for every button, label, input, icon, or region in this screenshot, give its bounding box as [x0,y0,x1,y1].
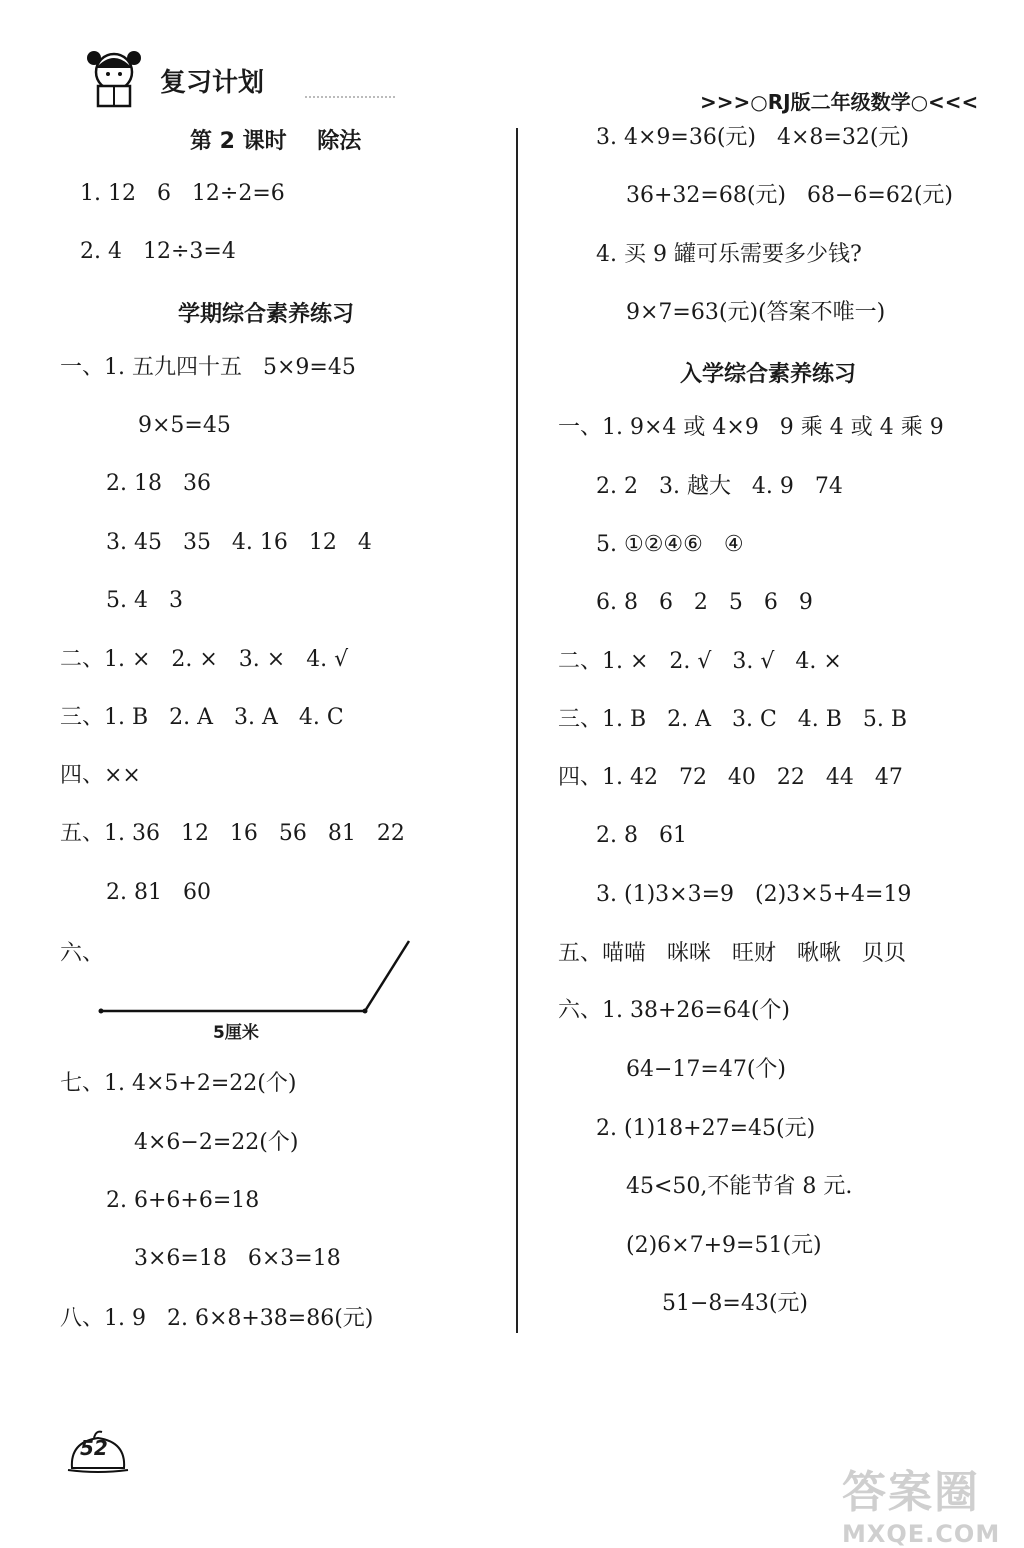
answer-line: 2. 4 12÷3=4 [80,239,236,264]
answer-line: (2)6×7+9=51(元) [626,1233,822,1258]
answer-line: 五、1. 36 12 16 56 81 22 [60,821,405,846]
answer-line: 3×6=18 6×3=18 [134,1246,341,1271]
answer-line: 二、1. × 2. √ 3. √ 4. × [558,649,842,674]
length-label: 5厘米 [213,1023,259,1043]
answer-line: 2. (1)18+27=45(元) [596,1116,816,1141]
answer-line: 六、 [60,941,105,966]
answer-line: 2. 2 3. 越大 4. 9 74 [596,474,843,499]
answer-line: 七、1. 4×5+2=22(个) [60,1071,297,1096]
header-divider [305,96,395,98]
watermark-text: 答案圈 [842,1467,980,1518]
answer-line: 5. ①②④⑥ ④ [596,532,744,557]
answer-line: 2. 81 60 [106,880,211,905]
answer-line: 三、1. B 2. A 3. A 4. C [60,705,344,730]
answer-line: 51−8=43(元) [662,1291,809,1316]
answer-line: 四、1. 42 72 40 22 44 47 [558,765,903,790]
answer-line: 三、1. B 2. A 3. C 4. B 5. B [558,707,908,732]
answer-line: 3. (1)3×3=9 (2)3×5+4=19 [596,882,912,907]
answer-line: 45<50,不能节省 8 元. [626,1174,853,1199]
answer-line: 2. 18 36 [106,471,211,496]
answer-line: 一、1. 五九四十五 5×9=45 [60,355,356,380]
answer-line: 5. 4 3 [106,588,183,613]
page-header-subtitle: >>>○RJ版二年级数学○<<< [700,90,979,114]
watermark-url: MXQE.COM [842,1520,1001,1548]
column-divider [516,128,518,1333]
angle-drawing [95,935,425,1025]
answer-line: 36+32=68(元) 68−6=62(元) [626,183,954,208]
answer-line: 6. 8 6 2 5 6 9 [596,590,813,615]
answer-line: 3. 45 35 4. 16 12 4 [106,530,372,555]
answer-line: 四、×× [60,763,141,788]
answer-line: 4×6−2=22(个) [134,1130,299,1155]
page-number: 52 [80,1436,108,1460]
watermark [842,1456,1000,1548]
answer-line: 五、喵喵 咪咪 旺财 啾啾 贝贝 [558,941,906,966]
answer-line: 八、1. 9 2. 6×8+38=86(元) [60,1306,374,1331]
section-heading: 第 2 课时 除法 [190,129,362,154]
section-heading: 入学综合素养练习 [680,362,857,387]
answer-line: 一、1. 9×4 或 4×9 9 乘 4 或 4 乘 9 [558,415,944,440]
answer-line: 64−17=47(个) [626,1057,787,1082]
section-heading: 学期综合素养练习 [178,302,355,327]
answer-line: 2. 6+6+6=18 [106,1188,260,1213]
answer-line: 3. 4×9=36(元) 4×8=32(元) [596,125,910,150]
answer-line: 1. 12 6 12÷2=6 [80,181,285,206]
mascot-logo [78,42,150,110]
answer-line: 4. 买 9 罐可乐需要多少钱? [596,242,862,267]
answer-line: 9×5=45 [138,413,231,438]
answer-line: 二、1. × 2. × 3. × 4. √ [60,647,349,672]
answer-line: 六、1. 38+26=64(个) [558,998,790,1023]
answer-line: 2. 8 61 [596,823,687,848]
answer-line: 9×7=63(元)(答案不唯一) [626,300,886,325]
page-header-title: 复习计划 [160,68,265,98]
